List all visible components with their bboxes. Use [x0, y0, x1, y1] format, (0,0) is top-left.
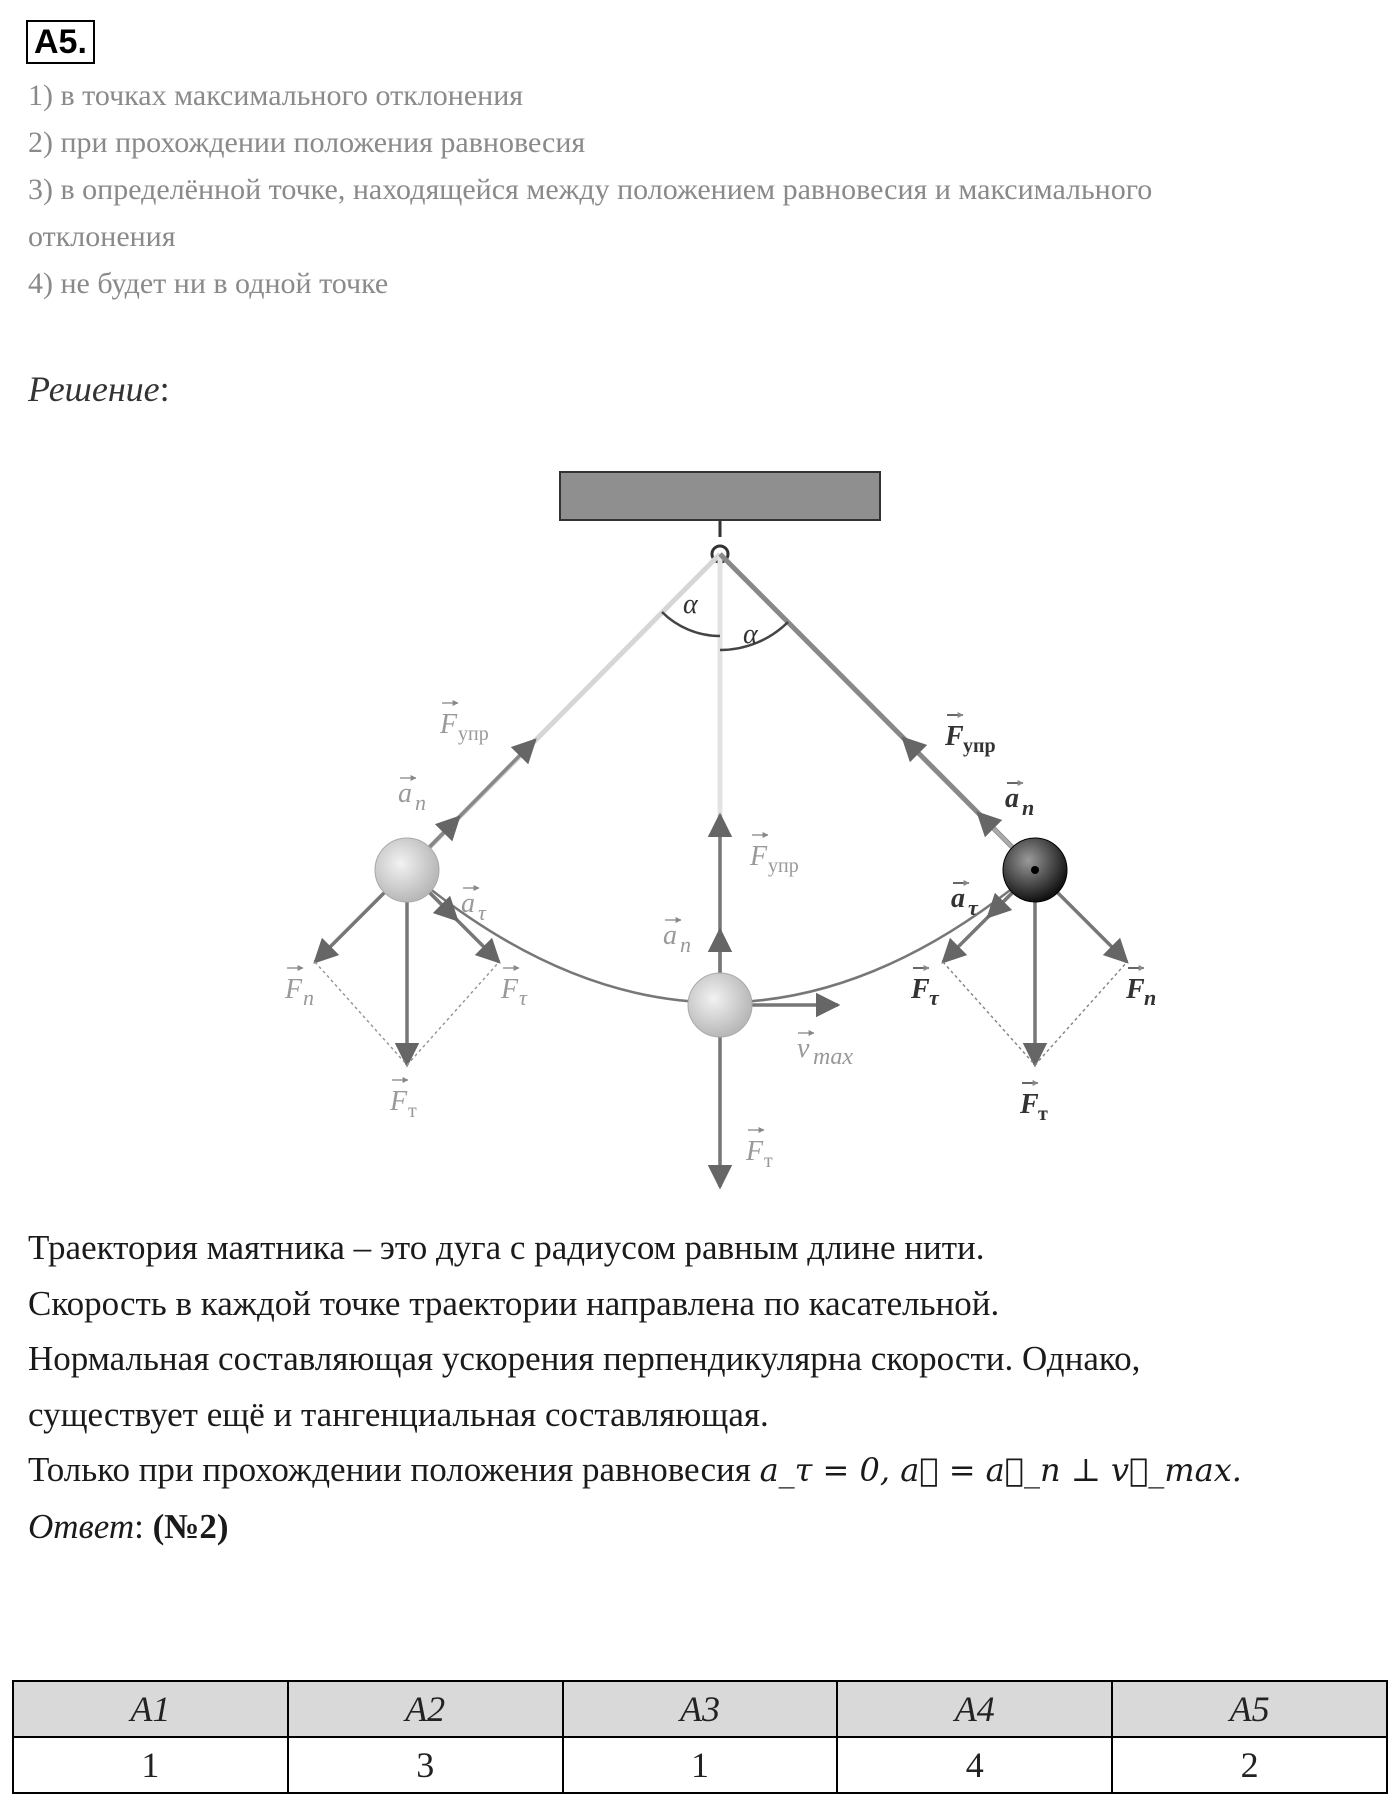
svg-text:a: a [1005, 783, 1019, 814]
label-f-n-right [1125, 968, 1156, 1010]
label-f-upr-center [749, 835, 799, 877]
value-cell-a4: 4 [837, 1737, 1112, 1793]
answer-colon: : [134, 1506, 153, 1546]
label-v-max [797, 1033, 853, 1070]
svg-text:τ: τ [519, 985, 527, 1010]
explanation [28, 1220, 1378, 1554]
label-f-n-left [284, 968, 314, 1010]
header-cell-a4: A4 [837, 1681, 1112, 1737]
label-a-n-left [398, 778, 426, 815]
svg-text:упр: упр [963, 735, 996, 757]
svg-text:т: т [764, 1150, 773, 1172]
explanation-line-4: существует ещё и тангенциальная составляющая. [28, 1394, 769, 1434]
label-a-n-right [1005, 783, 1034, 820]
answer-label: Ответ [28, 1506, 135, 1546]
label-f-t-center [745, 1130, 773, 1172]
svg-text:F: F [1126, 974, 1145, 1005]
answer-options [28, 72, 1368, 307]
label-a-n-center [663, 920, 691, 957]
solution-heading [28, 368, 170, 410]
task-number: A5. [26, 20, 95, 64]
svg-text:v: v [797, 1033, 810, 1064]
option-2: 2) при прохождении положения равновесия [28, 126, 586, 159]
svg-text:n: n [415, 790, 426, 815]
label-f-upr-right [944, 715, 996, 757]
explanation-line-3: Нормальная составляющая ускорения перпендикулярна скорости. Однако, [28, 1339, 1141, 1378]
svg-text:F: F [1020, 1089, 1039, 1120]
svg-text:т: т [1038, 1103, 1048, 1125]
svg-text:упр: упр [458, 723, 489, 745]
alpha-left: α [683, 589, 698, 620]
svg-text:F: F [750, 841, 768, 872]
header-cell-a5: A5 [1112, 1681, 1387, 1737]
explanation-line-1: Траектория маятника – это дуга с радиусом равным длине нити. [28, 1228, 985, 1267]
value-cell-a5: 2 [1112, 1737, 1387, 1793]
header-cell-a1: A1 [13, 1681, 288, 1737]
answers-header-row [13, 1681, 1387, 1737]
answer-line [28, 1499, 1378, 1555]
pendulum-diagram [270, 465, 1170, 1205]
header-cell-a2: A2 [288, 1681, 563, 1737]
svg-text:F: F [746, 1136, 764, 1167]
svg-text:a: a [951, 883, 965, 914]
value-cell-a1: 1 [13, 1737, 288, 1793]
svg-text:a: a [663, 920, 677, 951]
solution-heading-text: Решение [28, 369, 160, 409]
svg-text:τ: τ [929, 985, 939, 1010]
value-cell-a2: 3 [288, 1737, 563, 1793]
svg-text:F: F [911, 974, 930, 1005]
solution-heading-colon: : [159, 369, 170, 409]
svg-text:max: max [813, 1044, 853, 1070]
ball-center [688, 973, 752, 1037]
svg-text:F: F [440, 709, 458, 740]
formula: a_τ = 0, a⃗ = a⃗_n ⊥ v⃗_max. [759, 1451, 1242, 1489]
option-1: 1) в точках максимального отклонения [28, 79, 524, 112]
svg-text:n: n [303, 985, 314, 1010]
svg-text:τ: τ [968, 895, 978, 920]
svg-text:a: a [398, 778, 412, 809]
label-f-upr-left [439, 703, 489, 745]
value-cell-a3: 1 [563, 1737, 838, 1793]
answers-value-row [13, 1737, 1387, 1793]
svg-text:n: n [1144, 985, 1157, 1010]
svg-text:F: F [501, 974, 519, 1005]
svg-text:F: F [285, 974, 303, 1005]
ball-right-center-dot [1031, 866, 1039, 874]
explanation-line-2: Скорость в каждой точке траектории направлена по касательной. [28, 1283, 1000, 1323]
label-f-tau-left [500, 968, 528, 1010]
svg-text:a: a [461, 888, 475, 919]
answer-value: (№2) [152, 1506, 229, 1546]
alpha-right: α [743, 619, 758, 650]
svg-text:F: F [945, 721, 964, 752]
svg-text:τ: τ [478, 900, 486, 925]
option-3: 3) в определённой точке, находящейся между положением равновесия и максимального [28, 173, 1153, 206]
option-4: 4) не будет ни в одной точке [28, 267, 389, 300]
option-3-continued: отклонения [28, 220, 176, 253]
svg-text:упр: упр [768, 855, 799, 877]
explanation-line-5-text: Только при прохождении положения равновесия [28, 1450, 760, 1489]
svg-text:n: n [680, 932, 691, 957]
label-f-tau-right [910, 968, 940, 1010]
answers-table [12, 1680, 1388, 1794]
svg-text:n: n [1022, 795, 1035, 820]
header-cell-a3: A3 [563, 1681, 838, 1737]
label-f-t-left [389, 1080, 417, 1122]
ceiling-bar [560, 472, 880, 520]
label-f-t-right [1019, 1083, 1048, 1125]
ball-left [375, 838, 439, 902]
label-a-tau-right [951, 883, 979, 920]
svg-text:F: F [390, 1086, 408, 1117]
svg-text:т: т [408, 1100, 417, 1122]
explanation-line-5 [28, 1442, 1378, 1499]
